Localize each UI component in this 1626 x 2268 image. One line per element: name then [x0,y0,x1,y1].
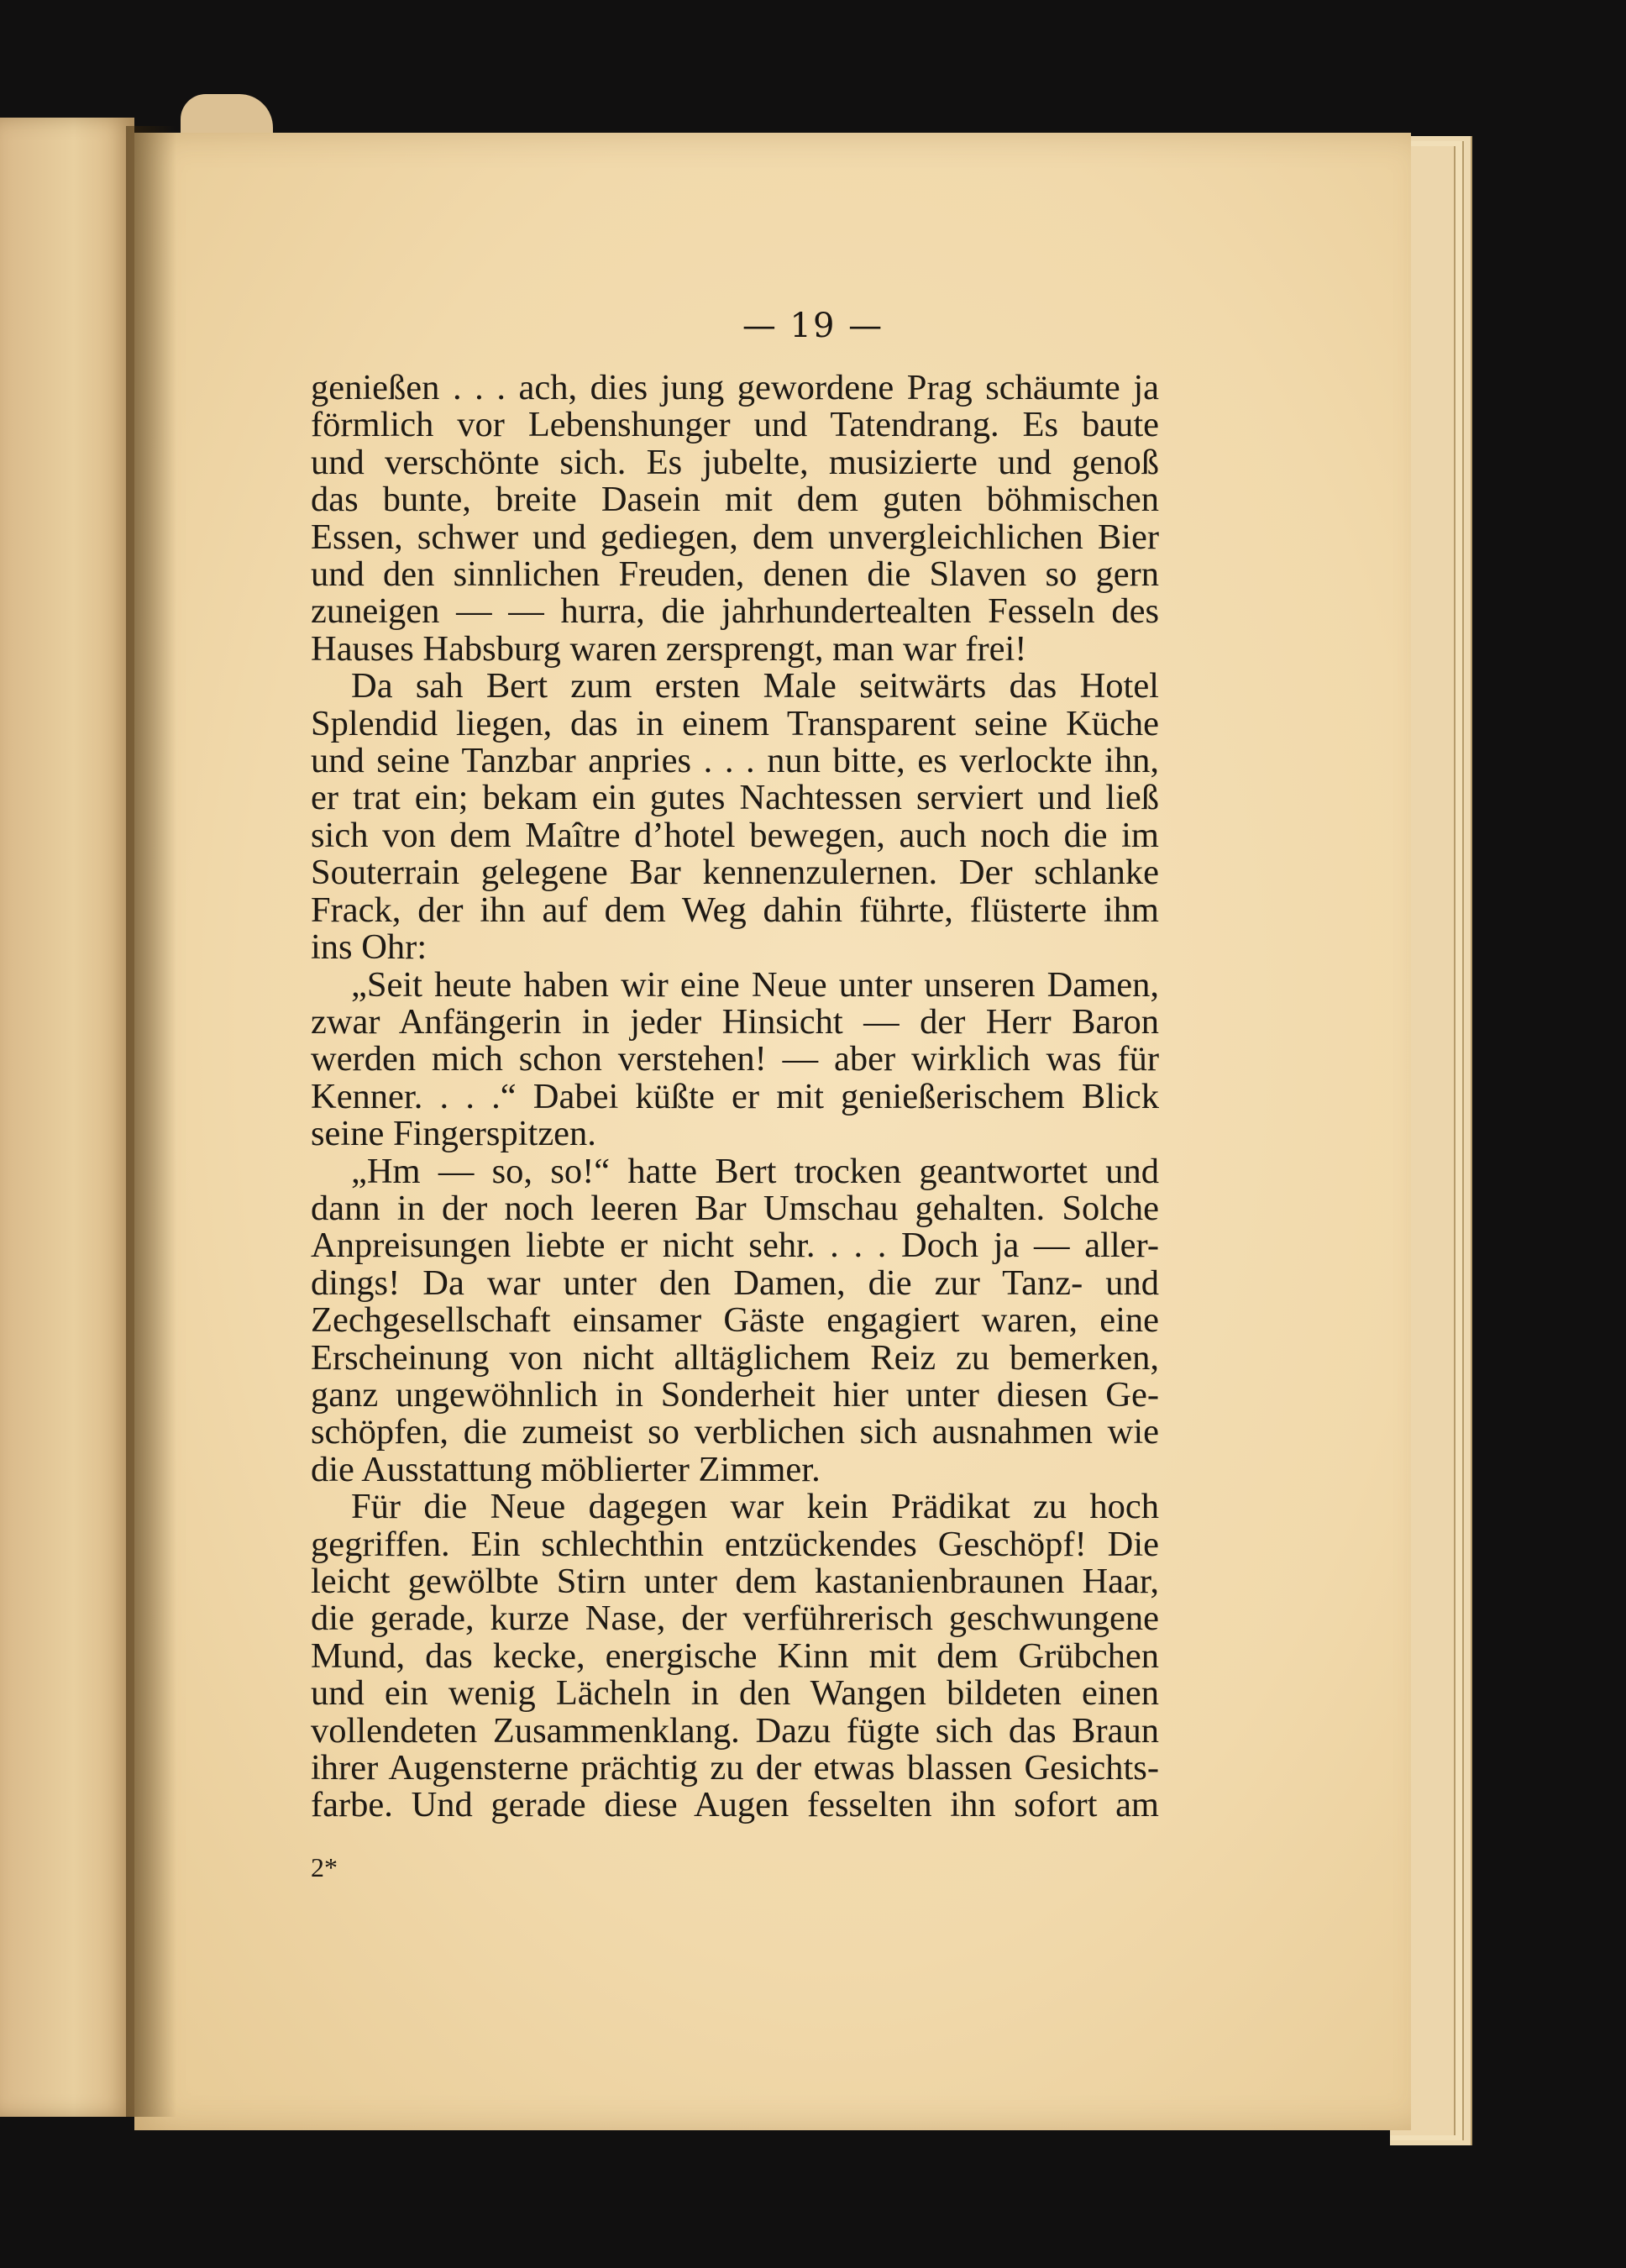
text-line: ganz ungewöhnlich in Sonderheit hier unter diesen Ge- [311,1374,1159,1415]
text-line: ihrer Augensterne prächtig zu der etwas blassen Gesichts- [311,1748,1159,1788]
text-line: dings! Da war unter den Damen, die zur Tanz- und [311,1263,1159,1303]
text-line: „Seit heute haben wir eine Neue unter unseren Damen, [351,964,1159,1005]
text-line: Erscheinung von nicht alltäglichem Reiz zu bemerken, [311,1337,1159,1378]
text-line: seine Fingerspitzen. [311,1114,596,1154]
page-number: — 19 — [742,307,884,345]
book-gutter-shadow [126,126,176,2117]
text-line: schöpfen, die zumeist so verblichen sich ausnahmen wie [311,1412,1159,1452]
text-line: „Hm — so, so!“ hatte Bert trocken geantwortet und [351,1151,1159,1191]
text-line: genießen . . . ach, dies jung gewordene Prag schäumte ja [311,368,1159,407]
text-line: förmlich vor Lebenshunger und Tatendrang. Es baute [311,405,1159,445]
text-line: Souterrain gelegene Bar kennenzulernen. Der schlanke [311,853,1159,893]
text-line: Mund, das kecke, energische Kinn mit dem Grübchen [311,1635,1159,1676]
text-line: Splendid liegen, das in einem Transparent seine Küche [311,703,1159,743]
text-line: die Ausstattung möblierter Zimmer. [311,1449,821,1489]
text-line: Kenner. . . .“ Dabei küßte er mit genießerischem Blick [311,1076,1159,1116]
text-line: sich von dem Maître d’hotel bewegen, auch noch die im [311,815,1159,855]
left-page-edge [0,118,134,2117]
text-line: das bunte, breite Dasein mit dem guten böhmischen [311,480,1159,520]
text-line: dann in der noch leeren Bar Umschau gehalten. Solche [311,1188,1159,1228]
text-line: vollendeten Zusammenklang. Dazu fügte sich das Braun [311,1710,1159,1751]
signature-mark: 2* [311,1852,338,1882]
text-line: Essen, schwer und gediegen, dem unvergleichlichen Bier [311,517,1159,557]
text-line: Hauses Habsburg waren zersprengt, man war frei! [311,628,1027,669]
text-line: Da sah Bert zum ersten Male seitwärts das Hotel [351,666,1159,706]
text-line: zuneigen — — hurra, die jahrhundertealten Fesseln des [311,591,1159,632]
text-line: zwar Anfängerin in jeder Hinsicht — der Herr Baron [311,1001,1159,1042]
text-line: die gerade, kurze Nase, der verführerisch geschwungene [311,1599,1159,1639]
text-line: gegriffen. Ein schlechthin entzückendes Geschöpf! Die [311,1524,1159,1564]
text-line: ins Ohr: [311,927,427,968]
text-line: werden mich schon verstehen! — aber wirklich was für [311,1039,1159,1079]
text-line: er trat ein; bekam ein gutes Nachtessen serviert und ließ [311,778,1159,818]
text-line: farbe. Und gerade diese Augen fesselten ihn sofort am [311,1785,1159,1825]
text-line: Für die Neue dagegen war kein Prädikat zu hoch [351,1487,1159,1527]
text-line: und den sinnlichen Freuden, denen die Slaven so gern [311,554,1159,595]
text-line: Zechgesellschaft einsamer Gäste engagiert waren, eine [311,1300,1159,1341]
text-line: Anpreisungen liebte er nicht sehr. . . . Doch ja — aller- [311,1226,1159,1266]
text-line: und ein wenig Lächeln in den Wangen bildeten einen [311,1673,1159,1714]
text-line: und verschönte sich. Es jubelte, musizierte und genoß [311,442,1159,482]
text-line: Frack, der ihn auf dem Weg dahin führte, flüsterte ihm [311,890,1159,930]
text-line: leicht gewölbte Stirn unter dem kastanienbraunen Haar, [311,1562,1159,1601]
body-text [311,370,1159,1824]
text-line: und seine Tanzbar anpries . . . nun bitte, es verlockte ihn, [311,741,1159,781]
torn-paper-fragment [181,94,273,136]
